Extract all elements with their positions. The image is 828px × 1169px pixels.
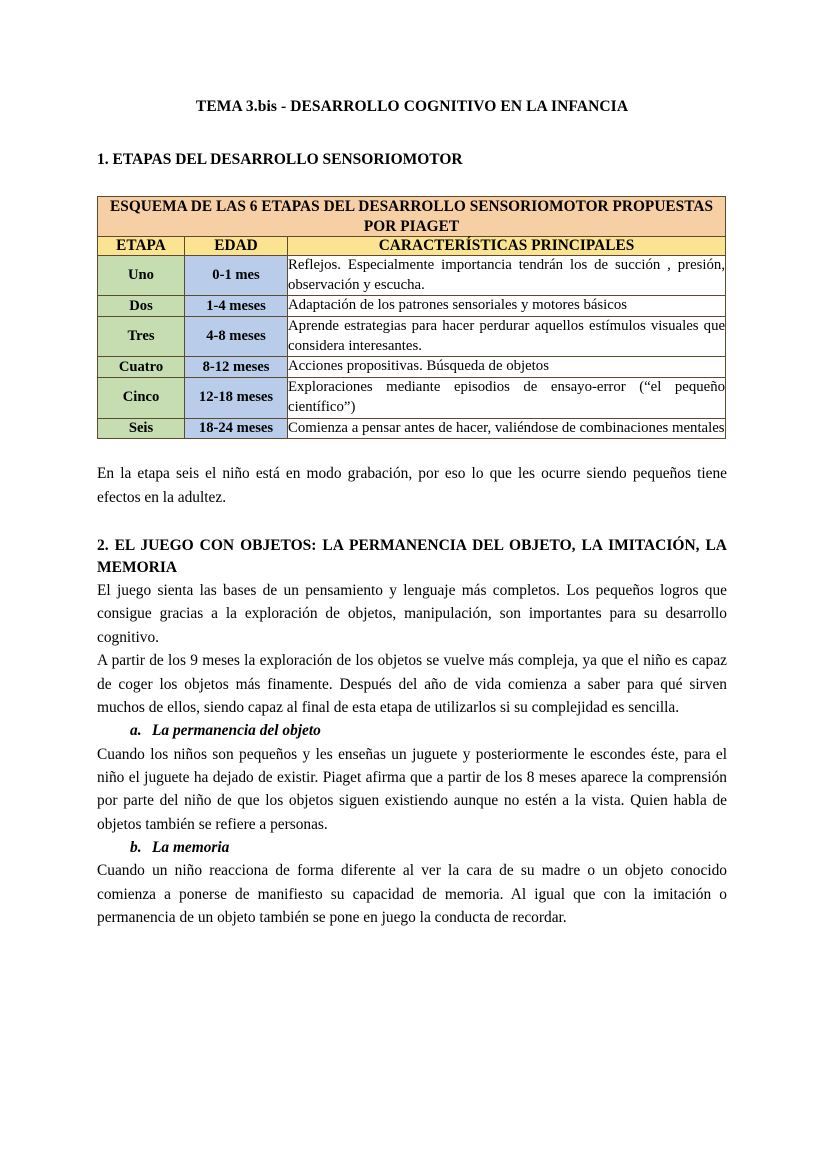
subitem-a-label: La permanencia del objeto bbox=[152, 722, 321, 740]
cell-caracteristicas: Adaptación de los patrones sensoriales y motores básicos bbox=[288, 296, 726, 317]
cell-etapa: Cuatro bbox=[98, 357, 185, 378]
cell-edad: 12-18 meses bbox=[185, 378, 288, 418]
document-content bbox=[97, 0, 727, 929]
table-row bbox=[98, 418, 726, 439]
cell-etapa: Seis bbox=[98, 418, 185, 439]
cell-edad: 0-1 mes bbox=[185, 256, 288, 296]
section-heading-1: 1. ETAPAS DEL DESARROLLO SENSORIOMOTOR bbox=[97, 150, 463, 168]
sensoriomotor-stages-table bbox=[97, 196, 726, 439]
paragraph-memoria: Cuando un niño reacciona de forma diferente al ver la cara de su madre o un objeto conocido comienza a ponerse de manifiesto su capacidad de memoria. Al igual que con la imitación o permanencia de un objeto también se pone en juego la conducta de recordar. bbox=[97, 862, 727, 927]
column-header-edad: EDAD bbox=[185, 237, 288, 256]
cell-caracteristicas: Aprende estrategias para hacer perdurar aquellos estímulos visuales que considera interesantes. bbox=[288, 317, 726, 357]
table-header-row bbox=[98, 237, 726, 256]
table-caption-row bbox=[98, 196, 726, 236]
cell-etapa: Dos bbox=[98, 296, 185, 317]
page-title: TEMA 3.bis - DESARROLLO COGNITIVO EN LA INFANCIA bbox=[195, 98, 629, 115]
cell-caracteristicas: Comienza a pensar antes de hacer, valiéndose de combinaciones mentales bbox=[288, 418, 726, 439]
cell-caracteristicas: Acciones propositivas. Búsqueda de objetos bbox=[288, 357, 726, 378]
subitem-a-marker: a. bbox=[130, 722, 142, 740]
cell-edad: 4-8 meses bbox=[185, 317, 288, 357]
cell-edad: 18-24 meses bbox=[185, 418, 288, 439]
paragraph-permanencia: Cuando los niños son pequeños y les enseñas un juguete y posteriormente le escondes éste, para el niño el juguete ha dejado de existir. Piaget afirma que a partir de los 8 meses aparece la comprensión por parte del niño de que los objetos siguen existiendo aunque no estén a la vista. Quien habla de objetos también se refiere a personas. bbox=[97, 745, 727, 833]
subitem-b-label: La memoria bbox=[152, 839, 230, 857]
subitem-b-marker: b. bbox=[130, 839, 142, 857]
cell-edad: 8-12 meses bbox=[185, 357, 288, 378]
table-row bbox=[98, 296, 726, 317]
table-row bbox=[98, 317, 726, 357]
column-header-etapa: ETAPA bbox=[98, 237, 185, 256]
cell-etapa: Cinco bbox=[98, 378, 185, 418]
table-row bbox=[98, 378, 726, 418]
cell-etapa: Tres bbox=[98, 317, 185, 357]
table-row bbox=[98, 357, 726, 378]
column-header-caracteristicas: CARACTERÍSTICAS PRINCIPALES bbox=[288, 237, 726, 256]
paragraph-after-table: En la etapa seis el niño está en modo grabación, por eso lo que les ocurre siendo pequeños tiene efectos en la adultez. bbox=[97, 465, 727, 506]
paragraph-juego-1: El juego sienta las bases de un pensamiento y lenguaje más completos. Los pequeños logros que consigue gracias a la exploración de objetos, manipulación, son importantes para su desarrollo cognitivo. bbox=[97, 581, 727, 646]
table-row bbox=[98, 256, 726, 296]
section-heading-2: 2. EL JUEGO CON OBJETOS: LA PERMANENCIA DEL OBJETO, LA IMITACIÓN, LA MEMORIA bbox=[97, 536, 727, 576]
subitem-b bbox=[97, 836, 727, 859]
subitem-a bbox=[97, 719, 727, 742]
spacer bbox=[97, 509, 727, 535]
cell-caracteristicas: Reflejos. Especialmente importancia tendrán los de succión , presión, observación y escucha. bbox=[288, 256, 726, 296]
cell-caracteristicas: Exploraciones mediante episodios de ensayo-error (“el pequeño científico”) bbox=[288, 378, 726, 418]
cell-etapa: Uno bbox=[98, 256, 185, 296]
paragraph-juego-2: A partir de los 9 meses la exploración de los objetos se vuelve más compleja, ya que el niño es capaz de coger los objetos más finamente. Después del año de vida comienza a saber para qué sirven muchos de ellos, siendo capaz al final de esta etapa de utilizarlos si su complejidad es sencilla. bbox=[97, 652, 727, 717]
table-caption: ESQUEMA DE LAS 6 ETAPAS DEL DESARROLLO SENSORIOMOTOR PROPUESTAS POR PIAGET bbox=[98, 196, 726, 236]
cell-edad: 1-4 meses bbox=[185, 296, 288, 317]
